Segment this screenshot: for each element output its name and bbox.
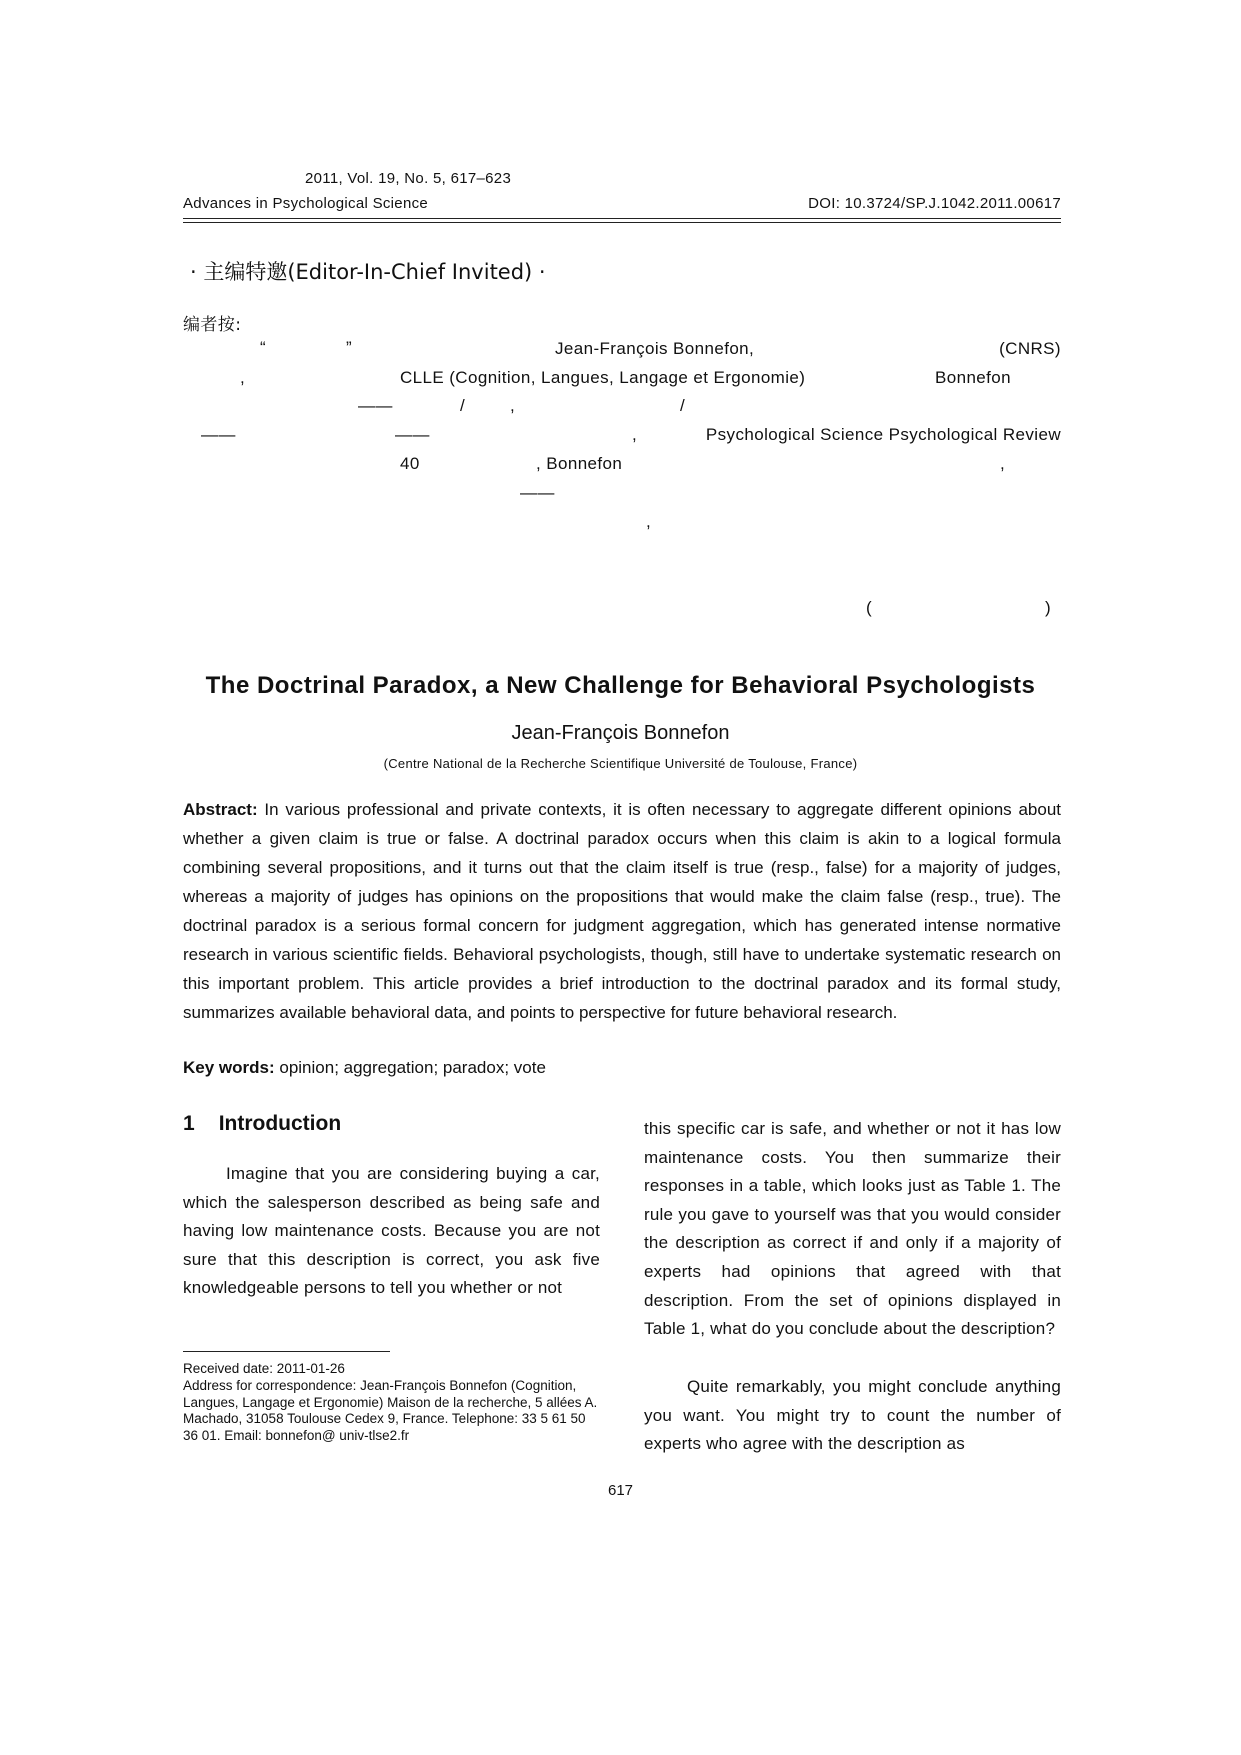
footnote-address: Address for correspondence: Jean-François Bonnefon (Cognition, Langues, Langage et Ergonomie) Maison de la recherche, 5 allées A. Machado, 31058 Toulouse Cedex 9, France. Telephone: 33 5 61 50 36 01. Email: bonnefon@ univ-tlse2.fr bbox=[183, 1378, 598, 1443]
abstract-label: Abstract: bbox=[183, 800, 258, 819]
article-affiliation: (Centre National de la Recherche Scientifique Université de Toulouse, France) bbox=[383, 756, 858, 771]
abstract-text: In various professional and private contexts, it is often necessary to aggregate different opinions about whether a given claim is true or false. A doctrinal paradox occurs when this claim is akin to a logical formula combining several propositions, and it turns out that the claim itself is true (resp., false) for a majority of judges, whereas a majority of judges has opinions on the propositions that would make the claim false (resp., true). The doctrinal paradox is a serious formal concern for judgment aggregation, which has generated intense normative research in various scientific fields. Behavioral psychologists, though, still have to undertake systematic research on this important problem. This article provides a brief introduction to the doctrinal paradox and its formal study, summarizes available behavioral data, and points to perspective for future behavioral research. bbox=[183, 800, 1061, 1022]
editor-note-frag: Jean-François Bonnefon, bbox=[555, 339, 755, 358]
editor-note-frag: —— bbox=[201, 425, 236, 444]
editor-note-frag: / bbox=[680, 396, 686, 415]
journal-name: Advances in Psychological Science bbox=[183, 195, 429, 212]
editor-note-frag: 40 bbox=[400, 454, 420, 473]
intro-paragraph-right-2: Quite remarkably, you might conclude anything you want. You might try to count the number of experts who agree with the description as bbox=[644, 1377, 1061, 1454]
editor-note-frag: , bbox=[510, 396, 516, 415]
editor-note-frag: Psychological Science Psychological Review bbox=[705, 425, 1061, 444]
editor-note-frag: , bbox=[240, 368, 246, 387]
editor-note-frag: ( bbox=[866, 598, 873, 617]
article-title: The Doctrinal Paradox, a New Challenge for Behavioral Psychologists bbox=[205, 672, 1036, 699]
header-rule-thick bbox=[183, 218, 1061, 219]
keywords-label: Key words: bbox=[183, 1058, 275, 1077]
section-heading bbox=[183, 1112, 341, 1136]
abstract bbox=[183, 795, 1061, 1027]
section-title: Introduction bbox=[218, 1112, 342, 1135]
keywords bbox=[183, 1058, 546, 1078]
journal-citation: 2011, Vol. 19, No. 5, 617–623 bbox=[305, 170, 512, 187]
editor-note-frag: ) bbox=[1045, 598, 1052, 617]
editor-note-frag: , bbox=[1000, 454, 1006, 473]
column-label: · 主编特邀(Editor-In-Chief Invited) · bbox=[190, 260, 546, 284]
editor-note-frag: —— bbox=[520, 483, 555, 502]
footnote-received: Received date: 2011-01-26 bbox=[183, 1361, 345, 1376]
editor-note-frag: (CNRS) bbox=[999, 339, 1061, 358]
footnote-rule bbox=[183, 1351, 390, 1352]
intro-paragraph-right-1: this specific car is safe, and whether or not it has low maintenance costs. You then summarize their responses in a table, which looks just as Table 1. The rule you gave to yourself was that you would consider the description as correct if and only if a majority of experts had opinions that agreed with that description. From the set of opinions displayed in Table 1, what do you conclude about the description? bbox=[644, 1119, 1061, 1339]
editor-note-frag: “ bbox=[260, 338, 267, 357]
editor-note-frag: —— bbox=[358, 396, 393, 415]
article-author: Jean-François Bonnefon bbox=[511, 722, 730, 744]
editor-note-frag: Bonnefon bbox=[935, 368, 1011, 387]
page-number: 617 bbox=[607, 1482, 634, 1499]
keywords-text: opinion; aggregation; paradox; vote bbox=[279, 1058, 546, 1077]
editor-note-frag: CLLE (Cognition, Langues, Langage et Ergonomie) bbox=[400, 368, 806, 387]
intro-paragraph-left: Imagine that you are considering buying a car, which the salesperson described as being safe and having low maintenance costs. Because you are not sure that this description is correct, you ask five knowledgeable persons to tell you whether or not bbox=[183, 1164, 600, 1298]
editor-note-frag: —— bbox=[395, 425, 430, 444]
editor-note-frag: , bbox=[646, 512, 652, 531]
editor-note-frag: ” bbox=[346, 338, 353, 357]
editor-note-frag: , bbox=[632, 425, 638, 444]
editor-note-frag: , Bonnefon bbox=[536, 454, 623, 473]
editor-note-label: 编者按: bbox=[183, 315, 242, 335]
doi: DOI: 10.3724/SP.J.1042.2011.00617 bbox=[808, 195, 1061, 212]
editor-note-frag: / bbox=[460, 396, 466, 415]
header-rule-thin bbox=[183, 222, 1061, 223]
section-number: 1 bbox=[183, 1112, 195, 1135]
